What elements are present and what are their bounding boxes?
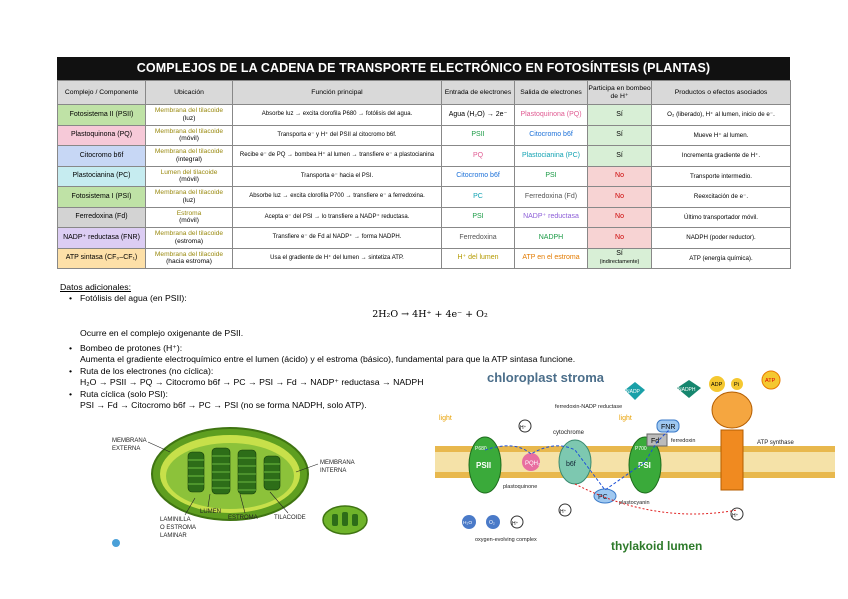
cell-funcion: Transfiere e⁻ de Fd al NADP⁺ → forma NADPH. — [233, 228, 442, 249]
noncyclic-route-text: H₂O → PSII → PQ → Citocromo b6f → PC → PSI → Fd → NADP⁺ reductasa → NADPH — [80, 377, 424, 388]
thylakoid-diagram — [435, 350, 835, 562]
cell-productos: Incrementa gradiente de H⁺. — [652, 146, 791, 167]
note-photolysis: • Fotólisis del agua (en PSII): — [60, 293, 660, 304]
table-row — [58, 248, 791, 269]
note-cyclic-route: • Ruta cíclica (solo PSI): — [60, 389, 660, 400]
participa-sub: (indirectamente) — [599, 259, 640, 266]
label-h2o: H₂O — [463, 521, 473, 526]
ubicacion-sub: (hacia estroma) — [166, 258, 212, 266]
label-nadph: NADPH — [678, 387, 696, 393]
ubicacion-main: Membrana del tilacoide — [154, 127, 224, 135]
cell-complejo: Fotosistema II (PSII) — [58, 105, 146, 126]
label-membrana-interna-2: INTERNA — [320, 468, 347, 474]
ubicacion-sub: (móvil) — [179, 217, 199, 225]
cell-salida: ATP en el estroma — [515, 248, 588, 269]
label-cytochrome: cytochrome — [553, 430, 585, 436]
cell-productos: ATP (energía química). — [652, 248, 791, 269]
participa-value: No — [615, 233, 624, 241]
participa-value: No — [615, 213, 624, 221]
label-laminilla-1: LAMINILLA — [160, 517, 191, 523]
label-atp: ATP — [765, 378, 776, 384]
ubicacion-main: Membrana del tilacoide — [154, 189, 224, 197]
cell-salida: Citocromo b6f — [515, 125, 588, 146]
header-funcion: Función principal — [233, 81, 442, 105]
label-fd: Fd — [651, 438, 660, 445]
ubicacion-main: Membrana del tilacoide — [154, 250, 224, 258]
participa-value: Sí — [616, 151, 623, 159]
ubicacion-main: Membrana del tilacoide — [154, 148, 224, 156]
cell-productos: Reexcitación de e⁻. — [652, 187, 791, 208]
label-light-2: light — [619, 415, 632, 422]
cell-entrada: PSII — [442, 125, 515, 146]
label-estroma: ESTROMA — [228, 515, 258, 521]
cell-ubicacion — [146, 187, 233, 208]
label-membrana-interna-1: MEMBRANA — [320, 460, 355, 466]
cell-complejo: ATP sintasa (CF₀–CF₁) — [58, 248, 146, 269]
cell-entrada: Citocromo b6f — [442, 166, 515, 187]
label-hplus-3: H⁺ — [560, 509, 567, 515]
cell-funcion: Recibe e⁻ de PQ → bombea H⁺ al lumen → transfiere e⁻ a plastocianina — [233, 146, 442, 167]
ubicacion-main: Membrana del tilacoide — [154, 107, 224, 115]
label-psii: PSII — [476, 461, 492, 470]
label-pqh2: PQH₂ — [525, 461, 541, 467]
label-plastoquinone: plastoquinone — [503, 484, 538, 490]
cell-entrada: Ferredoxina — [442, 228, 515, 249]
label-psi: PSI — [638, 461, 651, 470]
label-hplus-1: H⁺ — [520, 425, 527, 431]
cell-ubicacion — [146, 248, 233, 269]
cell-complejo: Ferredoxina (Fd) — [58, 207, 146, 228]
cell-complejo: Citocromo b6f — [58, 146, 146, 167]
cell-funcion: Transporta e⁻ hacia el PSI. — [233, 166, 442, 187]
table-title: COMPLEJOS DE LA CADENA DE TRANSPORTE ELECTRÓNICO EN FOTOSÍNTESIS (PLANTAS) — [57, 57, 790, 80]
cell-productos: NADPH (poder reductor). — [652, 228, 791, 249]
ubicacion-sub: (luz) — [182, 114, 196, 122]
notes-heading: Datos adicionales: — [60, 282, 131, 292]
table-row — [58, 187, 791, 208]
label-p700: P700 — [635, 446, 647, 452]
cell-entrada: PC — [442, 187, 515, 208]
table-row — [58, 125, 791, 146]
cell-complejo: NADP⁺ reductasa (FNR) — [58, 228, 146, 249]
cell-salida: Ferredoxina (Fd) — [515, 187, 588, 208]
header-salida: Salida de electrones — [515, 81, 588, 105]
cell-funcion: Acepta e⁻ del PSI → lo transfiere a NADP⁺ reductasa. — [233, 207, 442, 228]
participa-value: Sí — [616, 110, 623, 118]
participa-value: Sí — [616, 250, 623, 258]
complex-grid — [57, 80, 791, 269]
label-membrana-externa-1: MEMBRANA — [112, 438, 147, 444]
table-row — [58, 207, 791, 228]
cell-ubicacion — [146, 166, 233, 187]
label-o2: O₂ — [489, 520, 495, 526]
label-fnr-full: ferredoxin-NADP reductase — [555, 404, 623, 410]
cell-participa — [588, 248, 652, 269]
label-laminilla-3: LAMINAR — [160, 533, 187, 539]
cell-productos: Último transportador móvil. — [652, 207, 791, 228]
cell-entrada: H⁺ del lumen — [442, 248, 515, 269]
table-row — [58, 105, 791, 126]
participa-value: Sí — [616, 131, 623, 139]
label-ferredoxin: ferredoxin — [671, 438, 696, 444]
ubicacion-main: Membrana del tilacoide — [154, 230, 224, 238]
label-nadp: NADP — [626, 389, 640, 395]
label-hplus-2: H⁺ — [512, 521, 519, 527]
header-productos: Productos o efectos asociados — [652, 81, 791, 105]
ubicacion-main: Estroma — [176, 209, 202, 217]
ubicacion-main: Lumen del tilacoide — [160, 168, 218, 176]
cell-ubicacion — [146, 228, 233, 249]
ubicacion-sub: (móvil) — [179, 135, 199, 143]
cell-salida: PSI — [515, 166, 588, 187]
cell-participa — [588, 228, 652, 249]
note-noncyclic-route: • Ruta de los electrones (no cíclica): — [60, 366, 660, 377]
cell-ubicacion — [146, 207, 233, 228]
atp-synthase-complex — [721, 430, 743, 490]
cell-funcion: Absorbe luz → excita clorofila P700 → transfiere e⁻ a ferredoxina. — [233, 187, 442, 208]
cell-salida: Plastocianina (PC) — [515, 146, 588, 167]
label-membrana-externa-2: EXTERNA — [112, 446, 141, 452]
cell-funcion: Transporta e⁻ y H⁺ del PSII al citocromo b6f. — [233, 125, 442, 146]
cell-entrada: Agua (H₂O) → 2e⁻ — [442, 105, 515, 126]
cell-ubicacion — [146, 146, 233, 167]
label-laminilla-2: O ESTROMA — [160, 525, 197, 531]
label-lumen: LUMEN — [200, 509, 222, 515]
cell-complejo: Plastocianina (PC) — [58, 166, 146, 187]
cell-participa — [588, 125, 652, 146]
label-adp: ADP — [711, 382, 723, 388]
logo-icon — [112, 539, 120, 547]
label-p680: P680 — [475, 446, 487, 452]
label-oxygen-complex: oxygen-evolving complex — [475, 537, 537, 543]
ubicacion-sub: (integral) — [175, 155, 203, 163]
cell-salida: Plastoquinona (PQ) — [515, 105, 588, 126]
header-entrada: Entrada de electrones — [442, 81, 515, 105]
label-lumen-region: thylakoid lumen — [611, 539, 703, 553]
header-ubicacion: Ubicación — [146, 81, 233, 105]
label-hplus-4: H⁺ — [732, 513, 739, 519]
participa-value: No — [615, 172, 624, 180]
label-pc: PC — [598, 494, 608, 501]
label-atp-synthase: ATP synthase — [757, 440, 794, 446]
chloroplast-illustration — [100, 412, 390, 562]
table-row — [58, 166, 791, 187]
cell-funcion: Usa el gradiente de H⁺ del lumen → sintetiza ATP. — [233, 248, 442, 269]
cell-participa — [588, 207, 652, 228]
cell-productos: O₂ (liberado), H⁺ al lumen, inicio de e⁻. — [652, 105, 791, 126]
cell-participa — [588, 105, 652, 126]
photolysis-equation: 2H₂O → 4H⁺ + 4e⁻ + O₂ — [372, 308, 488, 320]
header-participa: Participa en bombeo de H⁺ — [588, 81, 652, 105]
cell-funcion: Absorbe luz → excita clorofila P680 → fotólisis del agua. — [233, 105, 442, 126]
note-proton-pumping: • Bombeo de protones (H⁺): — [60, 343, 660, 354]
label-b6f: b6f — [566, 461, 576, 468]
label-light-1: light — [439, 415, 452, 422]
photolysis-text: Ocurre en el complejo oxigenante de PSII. — [80, 327, 244, 338]
cell-productos: Mueve H⁺ al lumen. — [652, 125, 791, 146]
cell-complejo: Plastoquinona (PQ) — [58, 125, 146, 146]
ubicacion-sub: (móvil) — [179, 176, 199, 184]
cell-participa — [588, 166, 652, 187]
cell-ubicacion — [146, 105, 233, 126]
participa-value: No — [615, 192, 624, 200]
cell-entrada: PQ — [442, 146, 515, 167]
table-row — [58, 228, 791, 249]
cell-productos: Transporte intermedio. — [652, 166, 791, 187]
table-row — [58, 146, 791, 167]
label-stroma: chloroplast stroma — [487, 370, 605, 385]
label-plastocyanin: plastocyanin — [619, 500, 650, 506]
cell-entrada: PSI — [442, 207, 515, 228]
cell-participa — [588, 187, 652, 208]
complex-table — [57, 57, 790, 269]
cell-complejo: Fotosistema I (PSI) — [58, 187, 146, 208]
label-tilacoide: TILACOIDE — [274, 515, 306, 521]
cyclic-route-text: PSI → Fd → Citocromo b6f → PC → PSI (no se forma NADPH, solo ATP). — [80, 400, 367, 411]
cell-participa — [588, 146, 652, 167]
cell-ubicacion — [146, 125, 233, 146]
label-pi: Pi — [734, 382, 739, 388]
header-complejo: Complejo / Componente — [58, 81, 146, 105]
label-fnr: FNR — [661, 424, 676, 431]
proton-pumping-text: Aumenta el gradiente electroquímico entre el lumen (ácido) y el estroma (básico), fundamental para que la ATP sintasa funcione. — [80, 354, 576, 365]
cell-salida: NADPH — [515, 228, 588, 249]
ubicacion-sub: (luz) — [182, 196, 196, 204]
cell-salida: NADP⁺ reductasa — [515, 207, 588, 228]
ubicacion-sub: (estroma) — [174, 237, 204, 245]
